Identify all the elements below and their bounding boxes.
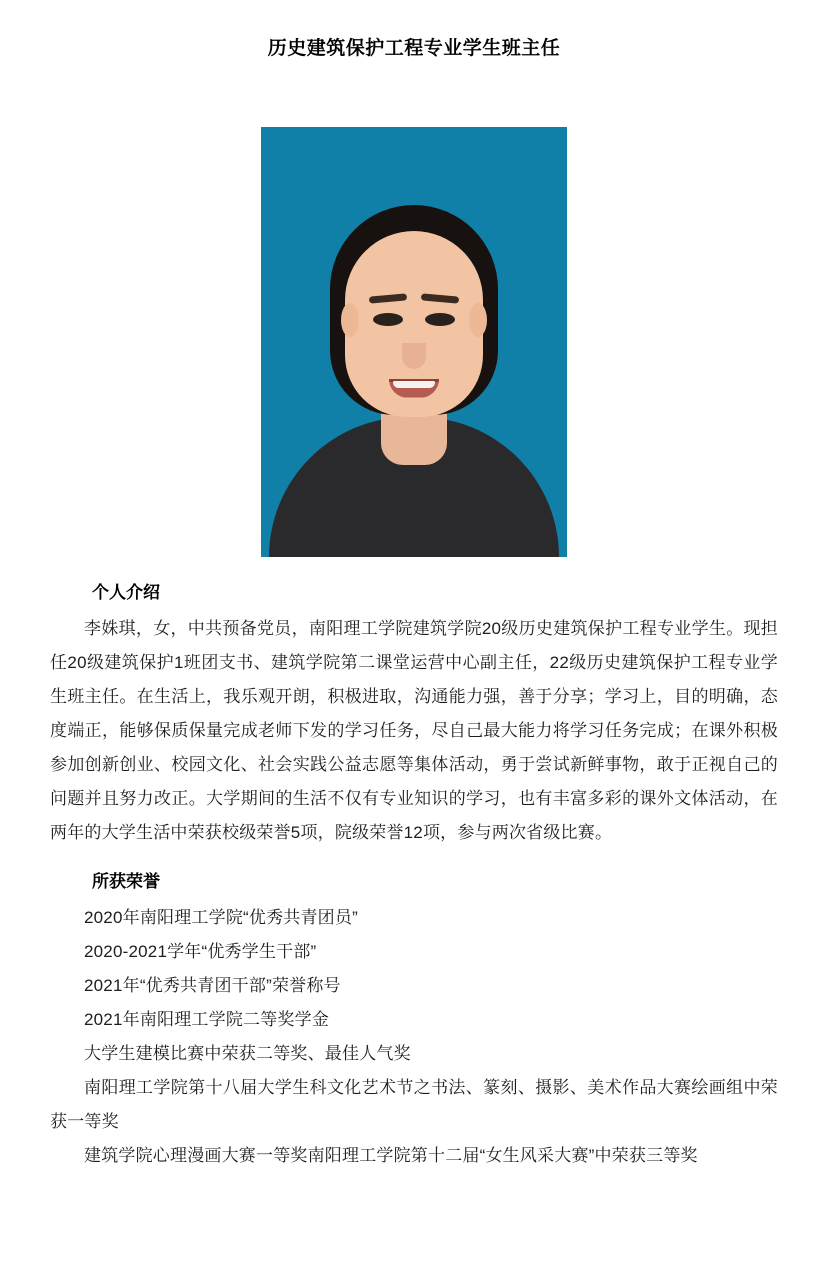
portrait-eye-right — [425, 313, 455, 326]
list-item: 2020年南阳理工学院“优秀共青团员” — [84, 907, 358, 927]
portrait-ear-left — [341, 303, 359, 337]
intro-heading: 个人介绍 — [92, 582, 160, 602]
intro-paragraph: 李姝琪，女，中共预备党员，南阳理工学院建筑学院20级历史建筑保护工程专业学生。现担任20级建筑保护1班团支书、建筑学院第二课堂运营中心副主任，22级历史建筑保护工程专业学生班主任。在生活上，我乐观开朗，积极进取，沟通能力强，善于分享；学习上，目的明确，态度端正，能够保质保量完成老师下发的学习任务，尽自己最大能力将学习任务完成；在课外积极参加创新创业、校园文化、社会实践公益志愿等集体活动，勇于尝试新鲜事物，敢于正视自己的问题并且努力改正。大学期间的生活不仅有专业知识的学习，也有丰富多彩的课外文体活动，在两年的大学生活中荣获校级荣誉5项，院级荣誉12项，参与两次省级比赛。 — [50, 618, 778, 842]
portrait-ear-right — [469, 303, 487, 337]
list-item: 2021年“优秀共青团干部”荣誉称号 — [84, 975, 341, 995]
page-title: 历史建筑保护工程专业学生班主任 — [267, 38, 561, 59]
portrait-eye-left — [373, 313, 403, 326]
portrait-teeth — [393, 381, 435, 388]
portrait-container — [50, 127, 778, 557]
list-item: 大学生建模比赛中荣获二等奖、最佳人气奖 — [84, 1043, 411, 1063]
portrait-photo — [261, 127, 567, 557]
list-item: 南阳理工学院第十八届大学生科文化艺术节之书法、篆刻、摄影、美术作品大赛绘画组中荣获一等奖 — [50, 1077, 778, 1131]
honors-list — [50, 901, 778, 1173]
portrait-nose — [402, 343, 426, 369]
list-item: 2020-2021学年“优秀学生干部” — [84, 941, 317, 961]
list-item: 2021年南阳理工学院二等奖学金 — [84, 1009, 330, 1029]
honors-heading: 所获荣誉 — [92, 871, 160, 891]
list-item: 建筑学院心理漫画大赛一等奖南阳理工学院第十二届“女生风采大赛”中荣获三等奖 — [84, 1145, 698, 1165]
